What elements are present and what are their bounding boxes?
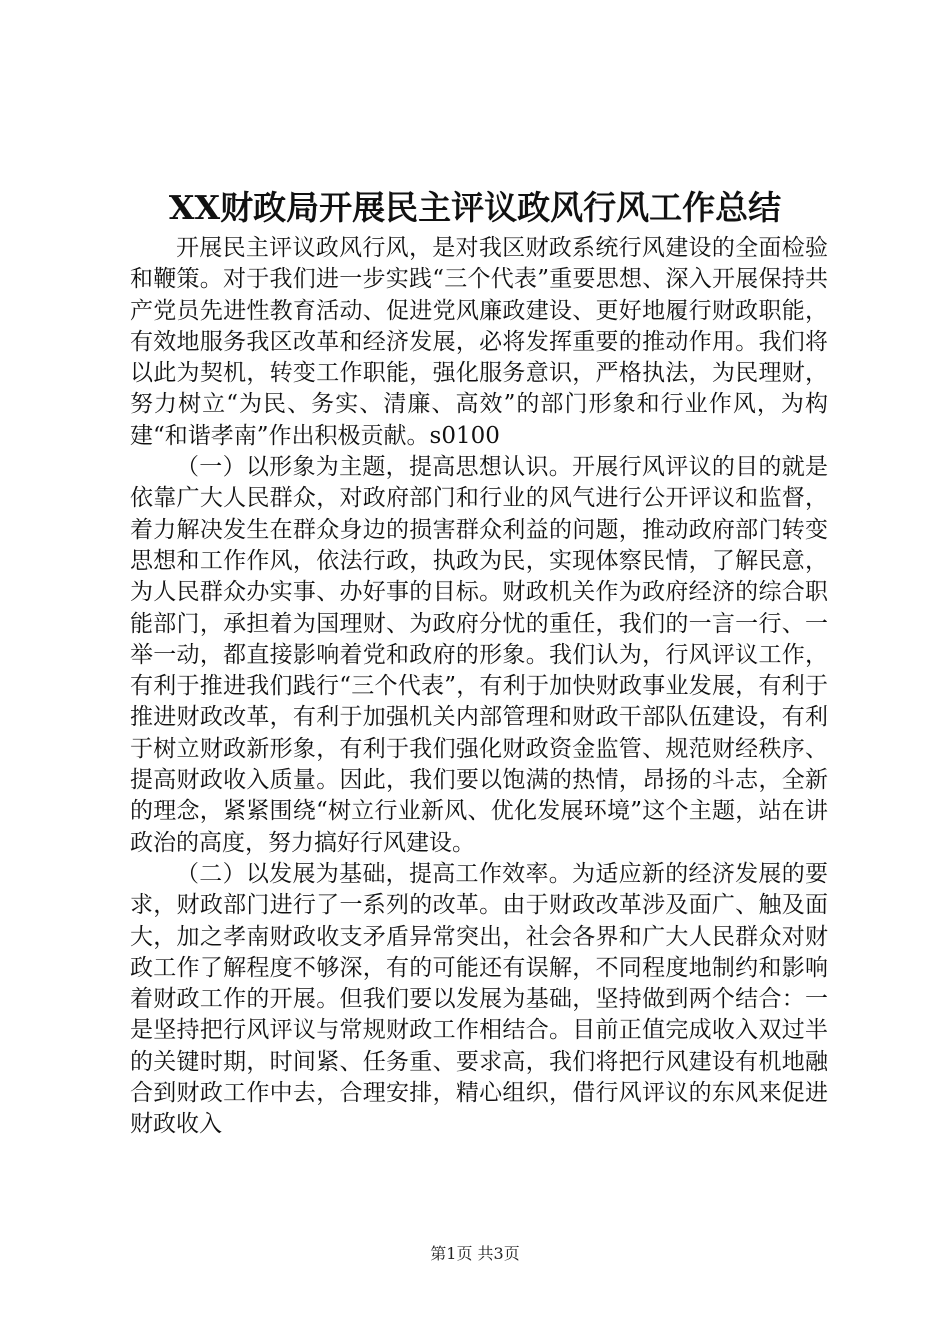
page-number-footer: 第1页 共3页 [430, 1244, 520, 1263]
document-title: XX财政局开展民主评议政风行风工作总结 [168, 188, 782, 227]
paragraph-intro: 开展民主评议政风行风，是对我区财政系统行风建设的全面检验和鞭策。对于我们进一步实践“三个代表”重要思想、深入开展保持共产党员先进性教育活动、促进党风廉政建设、更好地履行财政职能，有效地服务我区改革和经济发展，必将发挥重要的推动作用。我们将以此为契机，转变工作职能，强化服务意识，严格执法，为民理财，努力树立“为民、务实、清廉、高效”的部门形象和行业作风，为构建“和谐孝南”作出积极贡献。s0100 [130, 235, 828, 449]
document-body [130, 233, 828, 1141]
paragraph-section-one: （一）以形象为主题，提高思想认识。开展行风评议的目的就是依靠广大人民群众，对政府部门和行业的风气进行公开评议和监督，着力解决发生在群众身边的损害群众利益的问题，推动政府部门转变思想和工作作风，依法行政，执政为民，实现体察民情，了解民意，为人民群众办实事、办好事的目标。财政机关作为政府经济的综合职能部门，承担着为国理财、为政府分忧的重任，我们的一言一行、一举一动，都直接影响着党和政府的形象。我们认为，行风评议工作，有利于推进我们践行“三个代表”，有利于加快财政事业发展，有利于推进财政改革，有利于加强机关内部管理和财政干部队伍建设，有利于树立财政新形象，有利于我们强化财政资金监管、规范财经秩序、提高财政收入质量。因此，我们要以饱满的热情，昂扬的斗志，全新的理念，紧紧围绕“树立行业新风、优化发展环境”这个主题，站在讲政治的高度，努力搞好行风建设。 [130, 454, 828, 856]
paragraph-section-two: （二）以发展为基础，提高工作效率。为适应新的经济发展的要求，财政部门进行了一系列的改革。由于财政改革涉及面广、触及面大，加之孝南财政收支矛盾异常突出，社会各界和广大人民群众对财政工作了解程度不够深，有的可能还有误解，不同程度地制约和影响着财政工作的开展。但我们要以发展为基础，坚持做到两个结合：一是坚持把行风评议与常规财政工作相结合。目前正值完成收入双过半的关键时期，时间紧、任务重、要求高，我们将把行风建设有机地融合到财政工作中去，合理安排，精心组织，借行风评议的东风来促进财政收入 [130, 860, 828, 1138]
